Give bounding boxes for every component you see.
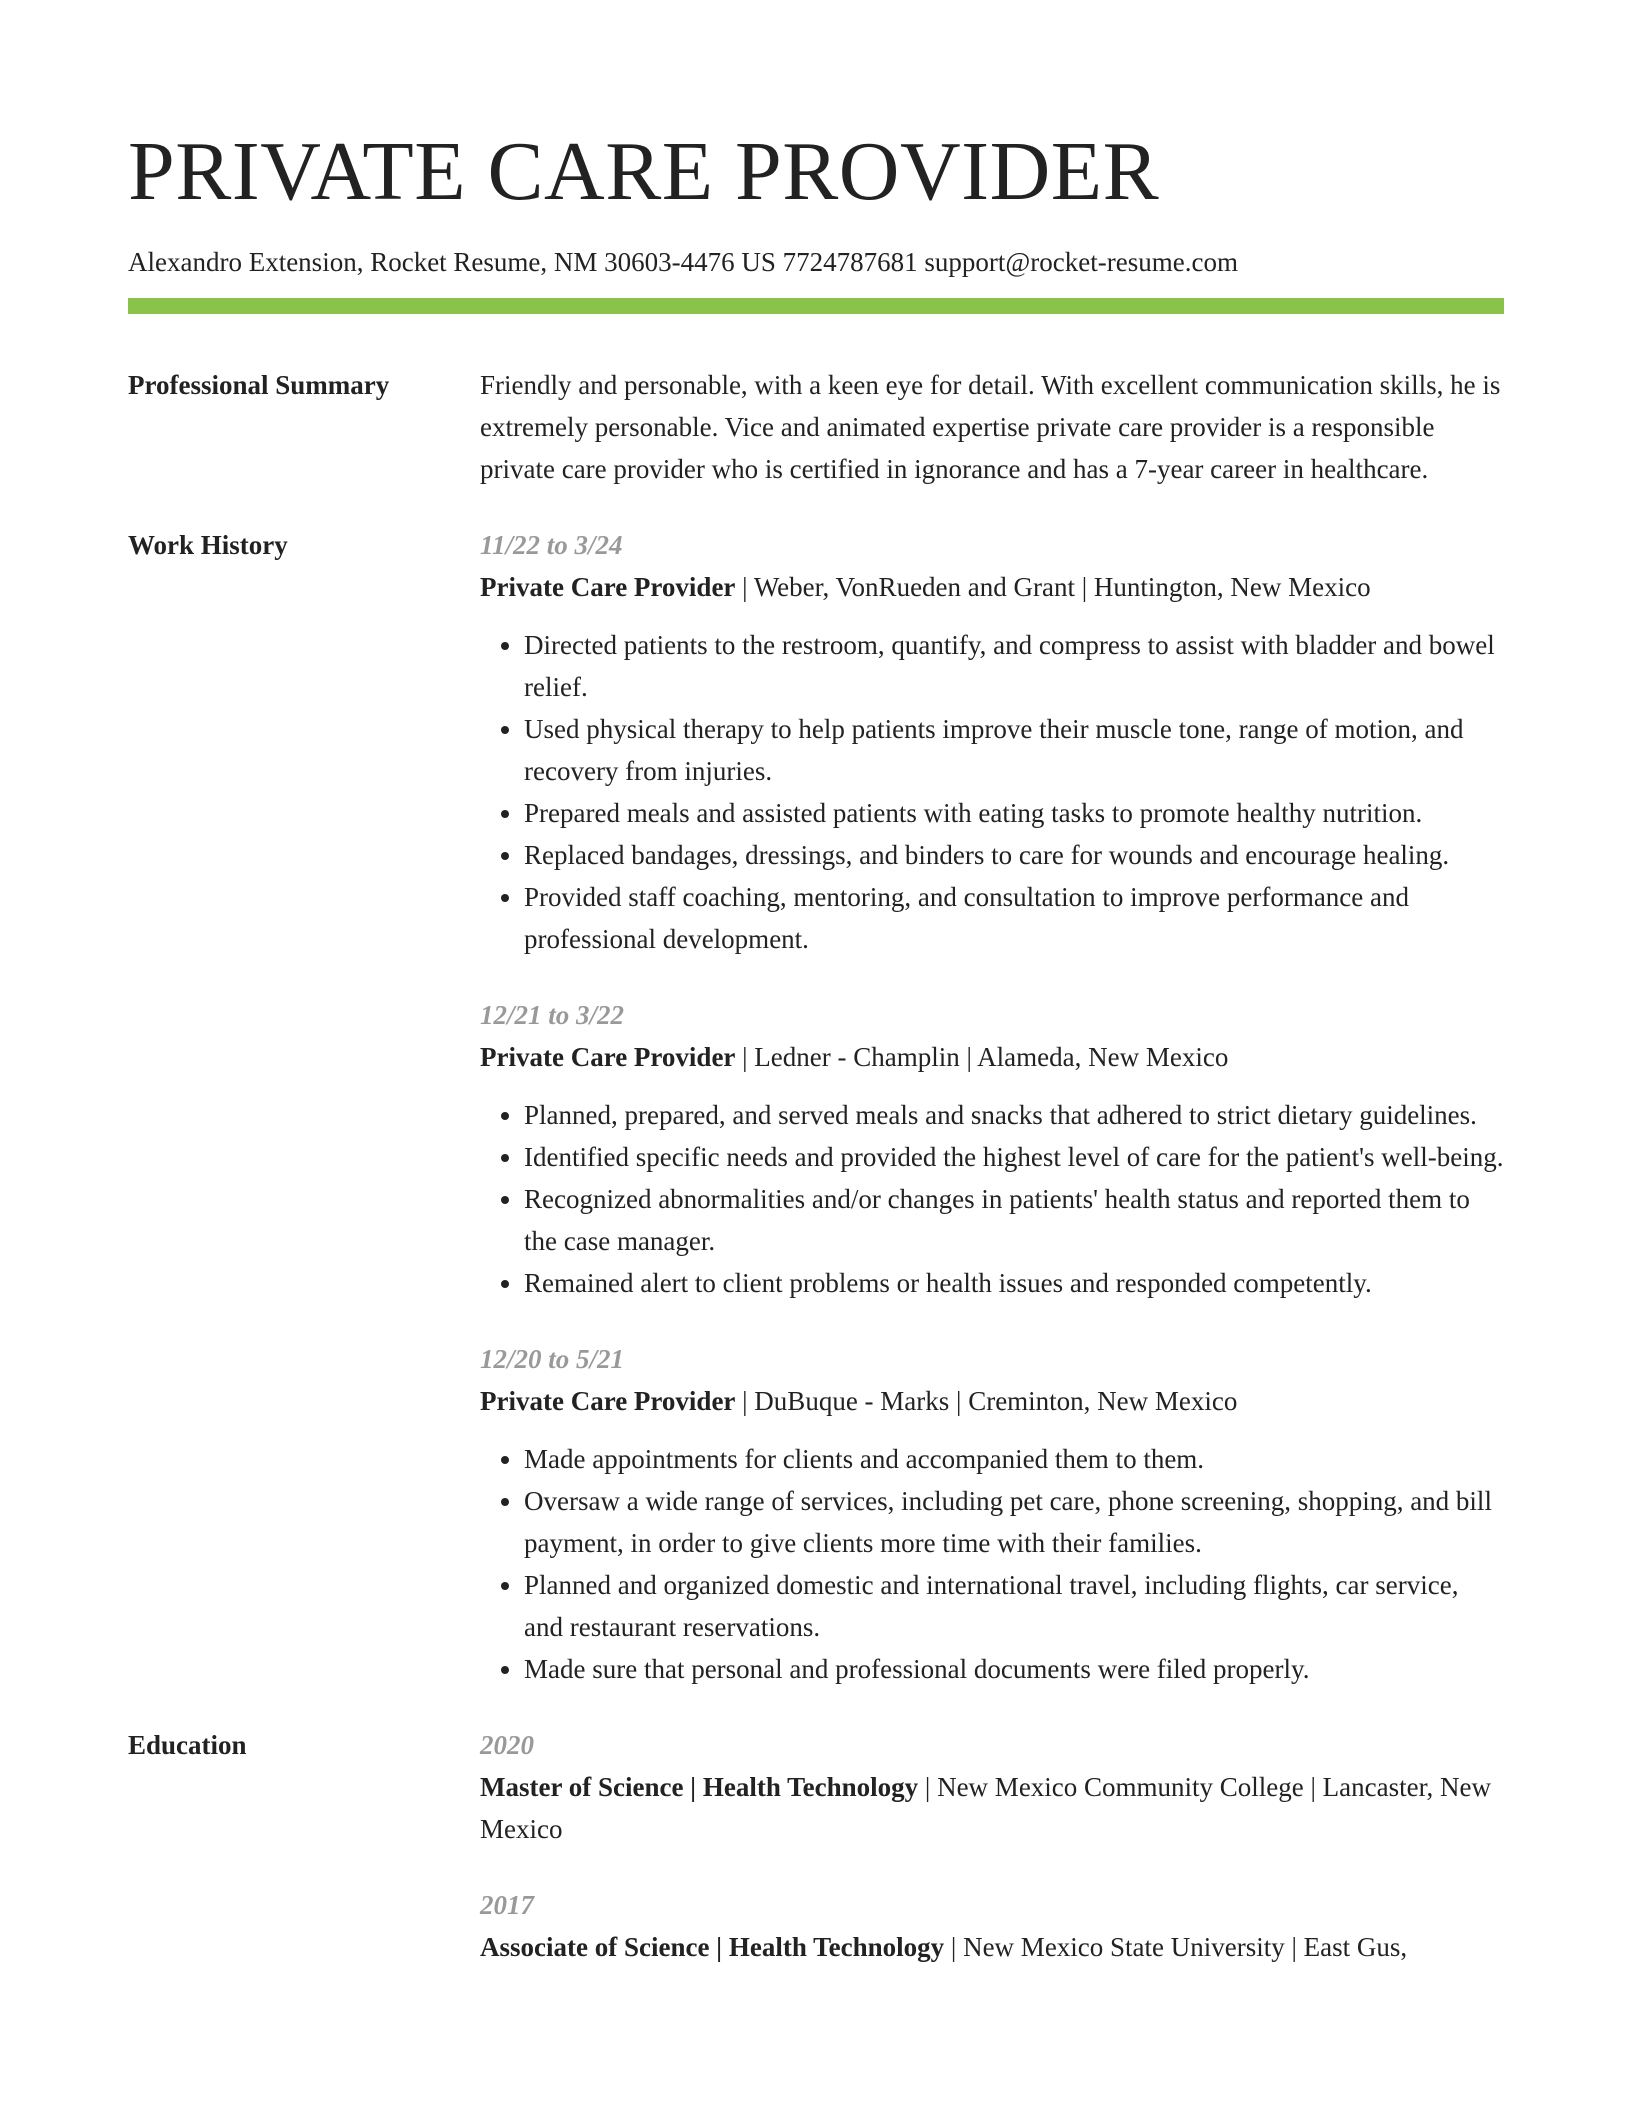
job-bullet: • Prepared meals and assisted patients with eating tasks to promote healthy nutrition.: [524, 792, 1504, 834]
summary-heading: Professional Summary: [128, 370, 390, 400]
job-title: Private Care Provider: [480, 572, 736, 602]
job-title: Private Care Provider: [480, 1386, 736, 1416]
education-title-line: [480, 1926, 1504, 1968]
job-bullet: • Oversaw a wide range of services, including pet care, phone screening, shopping, and bill payment, in order to give clients more time with their families.: [524, 1480, 1504, 1564]
job-details: | DuBuque - Marks | Creminton, New Mexico: [735, 1386, 1238, 1416]
job-title: Private Care Provider: [480, 1042, 736, 1072]
work-history-section: [128, 524, 1504, 1690]
job-details: | Ledner - Champlin | Alameda, New Mexico: [735, 1042, 1229, 1072]
job-title-line: [480, 1036, 1504, 1078]
education-section: [128, 1724, 1504, 1968]
school-details: | New Mexico State University | East Gus,: [944, 1932, 1408, 1962]
job-entry: [480, 994, 1504, 1304]
job-bullet: • Planned and organized domestic and international travel, including flights, car service, and restaurant reservations.: [524, 1564, 1504, 1648]
job-bullets: [480, 1094, 1504, 1304]
job-date: 11/22 to 3/24: [480, 530, 623, 560]
job-bullet: • Planned, prepared, and served meals and snacks that adhered to strict dietary guidelines.: [524, 1094, 1504, 1136]
job-details: | Weber, VonRueden and Grant | Huntington, New Mexico: [735, 572, 1371, 602]
job-bullet: • Recognized abnormalities and/or changes in patients' health status and reported them to the case manager.: [524, 1178, 1504, 1262]
job-entry: [480, 524, 1504, 960]
job-title-line: [480, 566, 1504, 608]
job-bullet: • Made appointments for clients and accompanied them to them.: [524, 1438, 1504, 1480]
job-title-line: [480, 1380, 1504, 1422]
school-details: | New Mexico Community College | Lancaster, New Mexico: [480, 1772, 1492, 1844]
accent-divider: [128, 298, 1504, 314]
job-bullets: [480, 1438, 1504, 1690]
education-year: 2017: [480, 1890, 534, 1920]
education-heading: Education: [128, 1730, 247, 1760]
education-entry: [480, 1884, 1504, 1968]
contact-line: Alexandro Extension, Rocket Resume, NM 30603-4476 US 7724787681 support@rocket-resume.com: [128, 247, 1238, 277]
job-bullet: • Provided staff coaching, mentoring, and consultation to improve performance and professional development.: [524, 876, 1504, 960]
summary-text: Friendly and personable, with a keen eye for detail. With excellent communication skills, he is extremely personable. Vice and animated expertise private care provider is a responsible private care provider who is certified in ignorance and has a 7-year career in healthcare.: [480, 370, 1501, 484]
work-history-heading: Work History: [128, 530, 288, 560]
resume-title: PRIVATE CARE PROVIDER: [128, 125, 1160, 218]
job-bullet: • Directed patients to the restroom, quantify, and compress to assist with bladder and bowel relief.: [524, 624, 1504, 708]
job-bullets: [480, 624, 1504, 960]
education-entry: [480, 1724, 1504, 1850]
job-bullet: • Replaced bandages, dressings, and binders to care for wounds and encourage healing.: [524, 834, 1504, 876]
education-title-line: [480, 1766, 1504, 1850]
job-bullet: • Identified specific needs and provided the highest level of care for the patient's well-being.: [524, 1136, 1504, 1178]
degree: Master of Science | Health Technology: [480, 1772, 919, 1802]
job-bullet: • Used physical therapy to help patients improve their muscle tone, range of motion, and recovery from injuries.: [524, 708, 1504, 792]
degree: Associate of Science | Health Technology: [480, 1932, 945, 1962]
job-date: 12/20 to 5/21: [480, 1344, 625, 1374]
education-year: 2020: [480, 1730, 534, 1760]
job-bullet: • Made sure that personal and professional documents were filed properly.: [524, 1648, 1504, 1690]
job-bullet: • Remained alert to client problems or health issues and responded competently.: [524, 1262, 1504, 1304]
job-entry: [480, 1338, 1504, 1690]
job-date: 12/21 to 3/22: [480, 1000, 625, 1030]
summary-section: [128, 364, 1504, 490]
